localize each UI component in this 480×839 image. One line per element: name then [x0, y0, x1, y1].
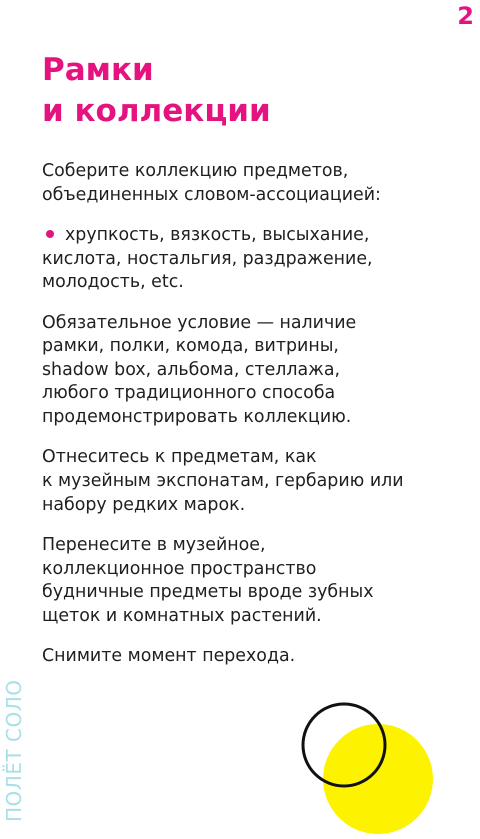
page-title: [42, 50, 271, 132]
yellow-circle-icon: [323, 724, 433, 834]
capture-paragraph: Снимите момент перехода.: [42, 646, 296, 667]
bullet-item: [42, 224, 462, 295]
museum-paragraph: Отнеситесь к предметам, как к музейным экспонатам, гербарию или набору редких марок.: [42, 447, 404, 515]
bullet-dot-icon: [46, 230, 54, 238]
page-number: 2: [457, 2, 474, 30]
decorative-circles: [290, 690, 450, 839]
title-line-2: и коллекции: [42, 93, 271, 129]
bullet-text: хрупкость, вязкость, высыхание, кислота, ностальгия, раздражение, молодость, etc.: [42, 224, 373, 293]
title-line-1: Рамки: [42, 52, 154, 88]
intro-paragraph: Соберите коллекцию предметов, объединенных словом-ассоциацией:: [42, 161, 381, 205]
transfer-paragraph: Перенесите в музейное, коллекционное пространство будничные предметы вроде зубных щеток и комнатных растений.: [42, 534, 374, 626]
side-label: ПОЛЁТ СОЛО: [2, 679, 26, 822]
body-text: [42, 160, 462, 685]
condition-paragraph: Обязательное условие — наличие рамки, полки, комода, витрины, shadow box, альбома, стеллажа, любого традиционного способа продемонстрировать коллекцию.: [42, 312, 357, 427]
